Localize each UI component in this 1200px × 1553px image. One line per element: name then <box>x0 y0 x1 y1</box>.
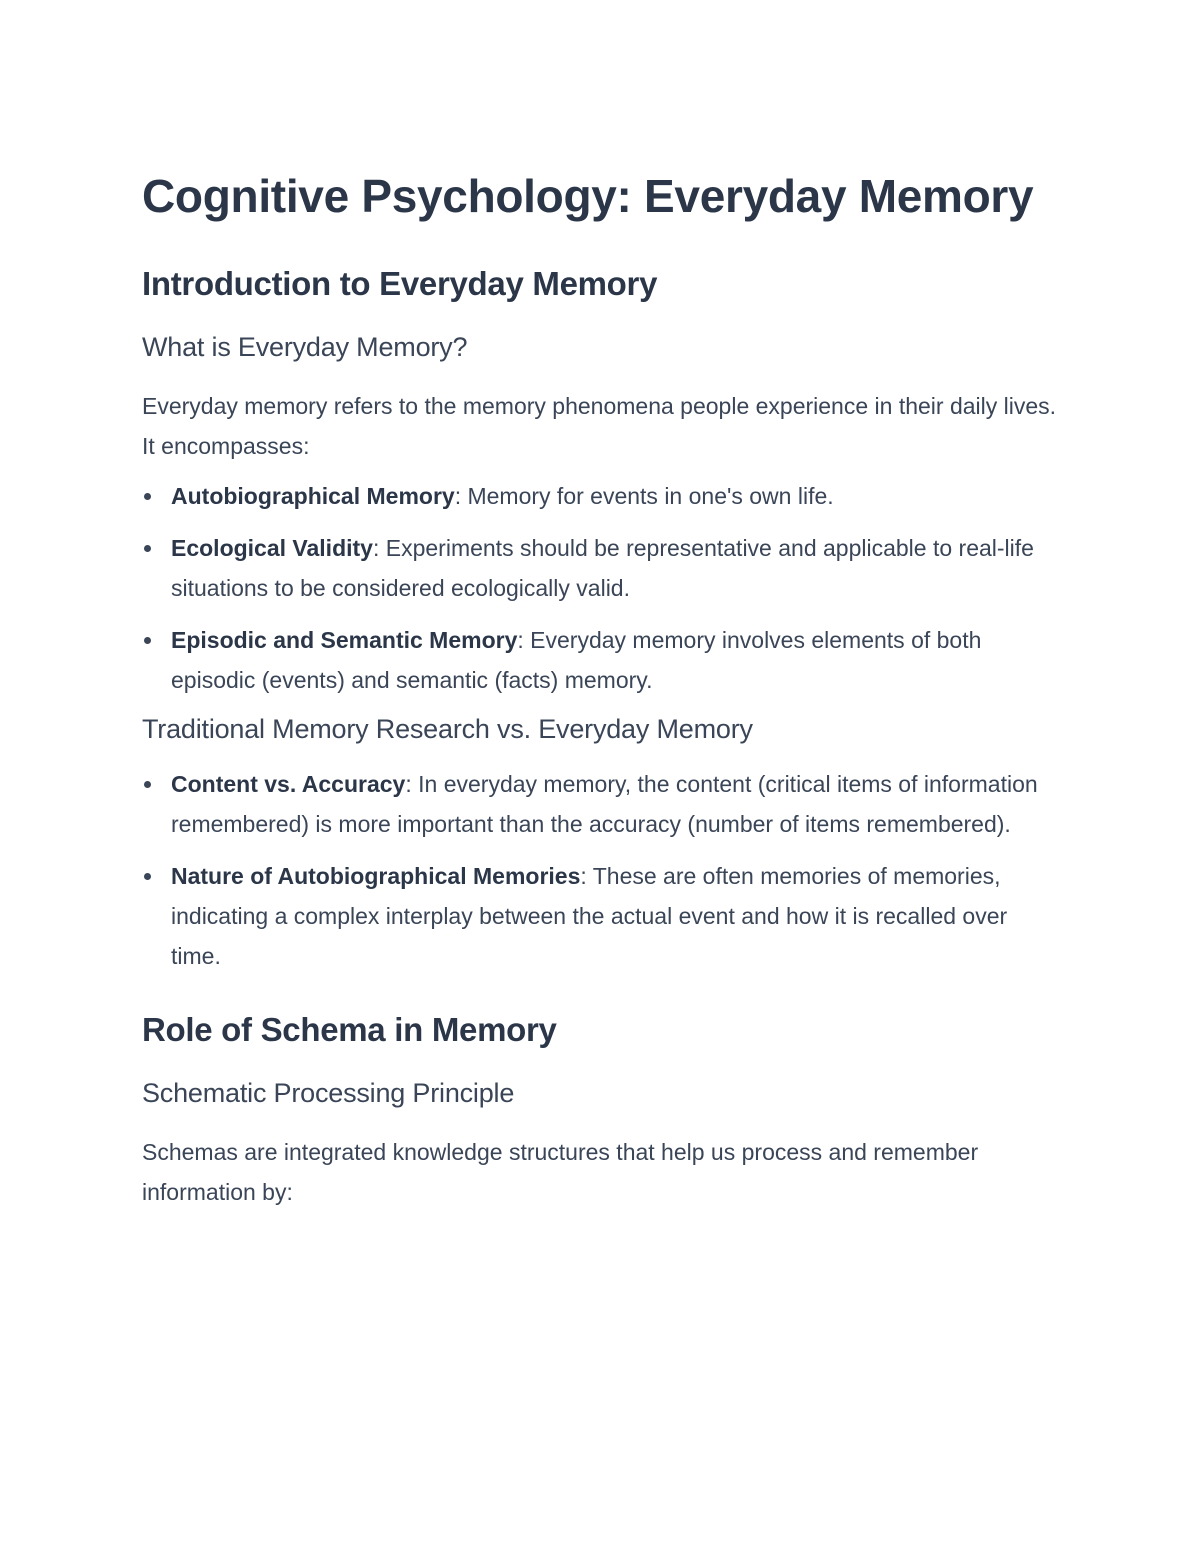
list-item-text: : Everyday memory involves elements of both episodic (events) and semantic (facts) memory. <box>171 627 982 693</box>
bullet-icon <box>144 781 151 788</box>
list-item-text: : Memory for events in one's own life. <box>454 483 834 509</box>
list-item-term: Episodic and Semantic Memory <box>171 627 518 653</box>
list-item-term: Content vs. Accuracy <box>171 771 406 797</box>
list-what-is <box>142 476 1057 700</box>
section-heading-schema: Role of Schema in Memory <box>142 1011 557 1048</box>
list-traditional <box>142 764 1057 976</box>
document-page <box>142 165 1057 1212</box>
bullet-icon <box>144 637 151 644</box>
list-item-term: Autobiographical Memory <box>171 483 455 509</box>
section-heading-intro: Introduction to Everyday Memory <box>142 265 658 302</box>
paragraph-schemas: Schemas are integrated knowledge structures that help us process and remember information by: <box>142 1139 979 1205</box>
bullet-icon <box>144 545 151 552</box>
bullet-icon <box>144 873 151 880</box>
list-item <box>142 856 1057 976</box>
subsection-heading-traditional: Traditional Memory Research vs. Everyday Memory <box>142 714 753 744</box>
page-title: Cognitive Psychology: Everyday Memory <box>142 170 1034 222</box>
paragraph-what-is: Everyday memory refers to the memory phenomena people experience in their daily lives. It encompasses: <box>142 393 1057 459</box>
list-item-term: Ecological Validity <box>171 535 373 561</box>
subsection-heading-schematic-processing: Schematic Processing Principle <box>142 1078 515 1108</box>
list-item-text: : These are often memories of memories, indicating a complex interplay between the actual event and how it is recalled over time. <box>171 863 1008 969</box>
list-item <box>142 528 1057 608</box>
list-item-text: : In everyday memory, the content (critical items of information remembered) is more important than the accuracy (number of items remembered). <box>171 771 1038 837</box>
bullet-icon <box>144 493 151 500</box>
list-item-text: : Experiments should be representative and applicable to real-life situations to be considered ecologically valid. <box>171 535 1034 601</box>
list-item <box>142 764 1057 844</box>
list-item-term: Nature of Autobiographical Memories <box>171 863 581 889</box>
list-item <box>142 620 1057 700</box>
list-item <box>142 476 1057 516</box>
subsection-heading-what-is: What is Everyday Memory? <box>142 332 468 362</box>
